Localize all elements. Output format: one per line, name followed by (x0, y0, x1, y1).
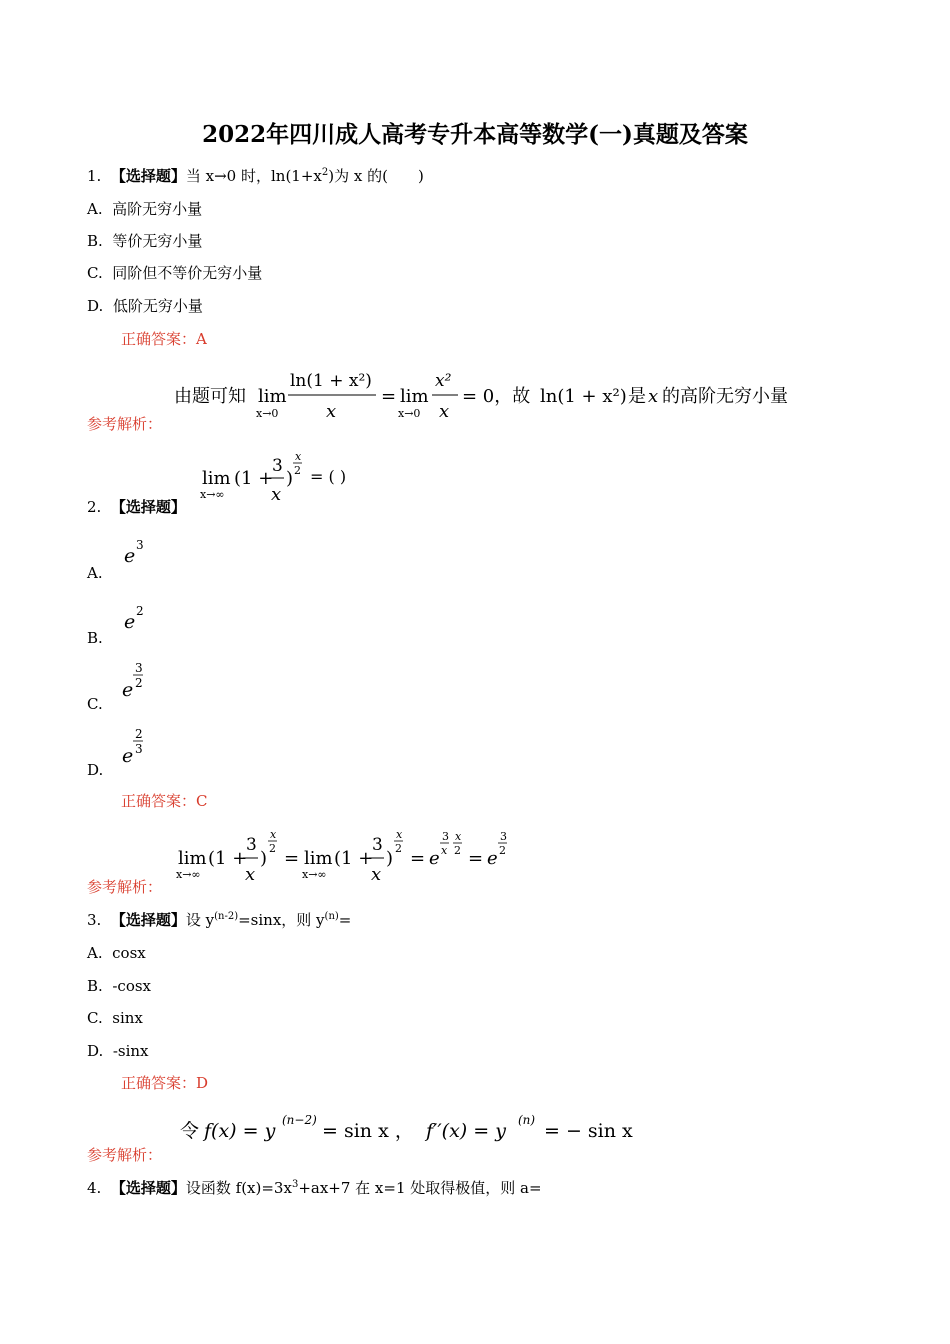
option-c (87, 263, 262, 283)
formula-base: e (487, 848, 498, 869)
formula-superscript: (n−2) (282, 1113, 317, 1127)
exponent-numerator: 2 (135, 727, 143, 741)
formula-text: 是 (628, 386, 646, 407)
formula-text: (1 + (334, 848, 374, 869)
option-b (87, 976, 151, 996)
explanation-label: 参考解析： (87, 878, 163, 896)
fraction-denominator: x (245, 864, 256, 885)
exponent-denominator: 3 (135, 742, 143, 756)
option-d-formula (118, 724, 158, 768)
option-letter: A. (87, 200, 103, 218)
option-letter: C. (87, 1009, 103, 1027)
lim-symbol: lim (400, 386, 429, 407)
fraction-denominator: x (439, 401, 450, 422)
exponent-denominator: 2 (135, 676, 143, 690)
formula-text: 的高阶无穷小量 (662, 386, 788, 407)
correct-answer (121, 791, 208, 811)
exponent-numerator: x (396, 828, 403, 841)
option-c-formula (118, 658, 158, 702)
equals-sign: = (468, 848, 484, 869)
fraction-numerator: ln(1 + x²) (290, 371, 372, 391)
lim-subscript: x→0 (256, 407, 279, 420)
fraction-numerator: 3 (246, 835, 257, 855)
formula-text: (1 + (208, 848, 248, 869)
exponent-numerator: x (295, 450, 302, 463)
question-number: 1. (87, 167, 102, 185)
formula-base: e (429, 848, 440, 869)
fraction-numerator: x² (435, 371, 452, 391)
option-d: D. (87, 761, 104, 779)
stem-text: )为 x 的( ) (328, 167, 424, 185)
lim-symbol: lim (178, 848, 207, 869)
option-text: 等价无穷小量 (112, 232, 203, 250)
exponent-numerator: x (270, 828, 277, 841)
exponent-denominator: 2 (294, 464, 301, 477)
option-c: C. (87, 695, 103, 713)
lim-symbol: lim (202, 468, 231, 489)
correct-answer-label: 正确答案： (121, 792, 197, 810)
question-type-tag: 【选择题】 (110, 911, 186, 929)
lim-symbol: lim (304, 848, 333, 869)
equals-sign: = (410, 848, 426, 869)
option-text: -cosx (112, 977, 152, 995)
exponent-numerator: x (455, 830, 462, 843)
question-1-stem (87, 166, 424, 186)
correct-answer (121, 329, 207, 349)
correct-answer-label: 正确答案： (121, 330, 197, 348)
option-text: 低阶无穷小量 (112, 297, 203, 315)
formula-base: e (122, 745, 134, 767)
option-text: -sinx (112, 1042, 149, 1060)
question-type-tag: 【选择题】 (110, 1179, 186, 1197)
explanation-label: 参考解析： (87, 415, 163, 433)
exponent-denominator: x (441, 844, 448, 857)
fraction-denominator: x (326, 401, 337, 422)
option-b: B. (87, 629, 103, 647)
correct-answer-value: C (196, 792, 208, 810)
question-type-tag: 【选择题】 (110, 498, 186, 516)
option-d (87, 296, 203, 316)
formula-text: = ( ) (310, 467, 347, 486)
formula-text: f(x) = y (204, 1120, 276, 1142)
lim-subscript: x→∞ (200, 488, 225, 501)
option-b-formula (120, 602, 160, 636)
q2-stem-formula (198, 446, 378, 510)
q3-explanation-formula (176, 1110, 633, 1146)
stem-text: 设 y (185, 911, 215, 929)
option-text: 同阶但不等价无穷小量 (112, 264, 263, 282)
option-letter: D. (87, 297, 104, 315)
question-3-stem (87, 910, 351, 930)
explanation-label: 参考解析： (87, 1146, 163, 1164)
option-a (87, 943, 146, 963)
option-text: 高阶无穷小量 (112, 200, 203, 218)
stem-text: = (338, 911, 352, 929)
question-type-tag: 【选择题】 (110, 167, 186, 185)
stem-superscript: 2 (321, 167, 329, 178)
option-letter: D. (87, 1042, 104, 1060)
stem-text: +ax+7 在 x=1 处取得极值，则 a= (298, 1179, 542, 1197)
lim-subscript: x→∞ (176, 868, 201, 881)
option-letter: B. (87, 977, 103, 995)
fraction-numerator: 3 (372, 835, 383, 855)
question-2-stem (87, 497, 186, 517)
formula-text: = sin x ， (322, 1120, 414, 1142)
question-4-stem (87, 1178, 542, 1198)
option-b (87, 231, 202, 251)
formula-base: e (124, 545, 136, 567)
lim-subscript: x→0 (398, 407, 421, 420)
option-a-formula (120, 536, 160, 570)
question-number: 3. (87, 911, 102, 929)
formula-text: ln(1 + x²) (540, 386, 627, 407)
page-title: 2022年四川成人高考专升本高等数学(一)真题及答案 (202, 121, 748, 148)
fraction-denominator: x (271, 484, 282, 505)
formula-base: e (122, 679, 134, 701)
q2-explanation-formula (174, 822, 534, 888)
formula-text: ) (386, 848, 394, 869)
exponent-denominator: 2 (499, 844, 506, 857)
option-a (87, 199, 202, 219)
equals-sign: = (381, 386, 397, 407)
formula-text: ) (286, 468, 294, 489)
formula-text: ) (260, 848, 268, 869)
exponent-denominator: 2 (269, 842, 276, 855)
option-text: cosx (112, 944, 146, 962)
exponent-denominator: 2 (454, 844, 461, 857)
stem-superscript: 3 (291, 1179, 299, 1190)
formula-variable: x (648, 386, 659, 407)
formula-exponent: 3 (136, 538, 144, 552)
formula-superscript: (n) (518, 1113, 536, 1127)
lim-subscript: x→∞ (302, 868, 327, 881)
correct-answer-value: D (196, 1074, 209, 1092)
stem-text: =sinx，则 y (238, 911, 325, 929)
exponent-numerator: 3 (442, 830, 449, 843)
formula-base: e (124, 611, 136, 633)
formula-text: f′′(x) = y (426, 1120, 506, 1142)
fraction-numerator: 3 (272, 456, 283, 476)
exponent-denominator: 2 (395, 842, 402, 855)
exponent-numerator: 3 (500, 830, 507, 843)
option-c (87, 1008, 143, 1028)
stem-superscript: (n) (324, 911, 339, 922)
formula-text: 令 (180, 1120, 200, 1142)
formula-text: = 0，故 (462, 386, 531, 407)
option-a: A. (87, 564, 103, 582)
correct-answer-value: A (196, 330, 207, 348)
option-d (87, 1041, 149, 1061)
formula-text: = − sin x (544, 1120, 633, 1142)
option-letter: C. (87, 264, 103, 282)
stem-text: 设函数 f(x)=3x (185, 1179, 292, 1197)
option-letter: B. (87, 232, 103, 250)
fraction-denominator: x (371, 864, 382, 885)
stem-text: 当 x→0 时，ln(1+x (185, 167, 322, 185)
formula-exponent: 2 (136, 604, 144, 618)
option-letter: A. (87, 944, 103, 962)
q1-explanation-formula (170, 362, 820, 428)
formula-text: 由题可知 (174, 386, 246, 407)
equals-sign: = (284, 848, 300, 869)
lim-symbol: lim (258, 386, 287, 407)
correct-answer-label: 正确答案： (121, 1074, 197, 1092)
option-text: sinx (112, 1009, 143, 1027)
exponent-numerator: 3 (135, 661, 143, 675)
correct-answer (121, 1073, 208, 1093)
stem-superscript: (n-2) (214, 911, 239, 922)
formula-text: (1 + (234, 468, 274, 489)
question-number: 4. (87, 1179, 102, 1197)
question-number: 2. (87, 498, 102, 516)
